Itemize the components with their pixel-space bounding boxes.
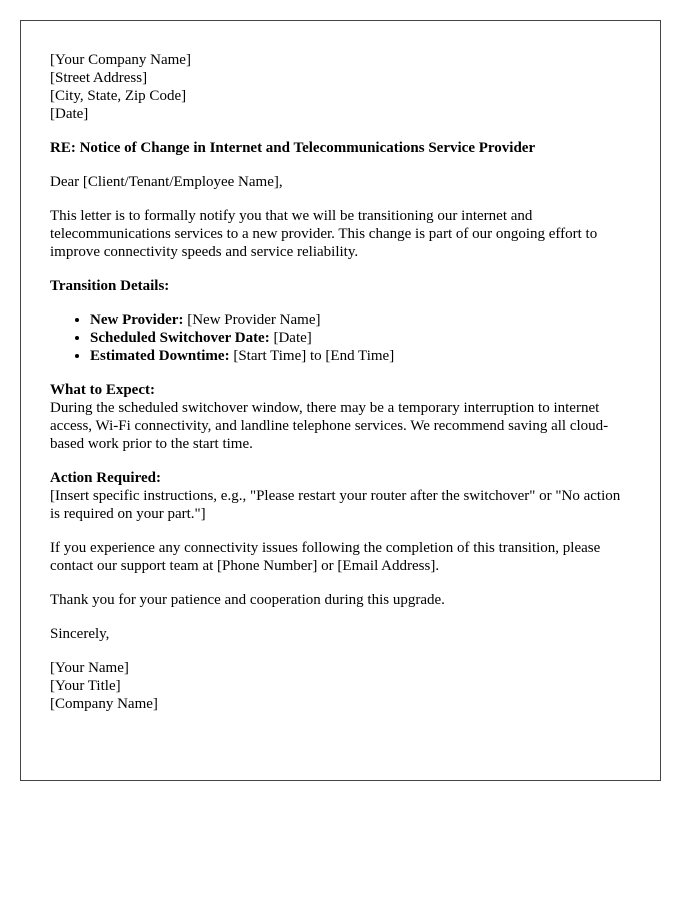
signature-company: [Company Name] (50, 696, 158, 712)
sender-city: [City, State, Zip Code] (50, 88, 187, 104)
salutation: Dear [Client/Tenant/Employee Name], (50, 174, 283, 190)
signature-title: [Your Title] (50, 678, 121, 694)
thanks-paragraph: Thank you for your patience and cooperation during this upgrade. (50, 592, 445, 608)
detail-label: Estimated Downtime: (90, 348, 230, 364)
closing: Sincerely, (50, 626, 110, 642)
expect-heading: What to Expect: (50, 382, 155, 398)
signature-name: [Your Name] (50, 660, 129, 676)
detail-value: [Date] (269, 330, 312, 346)
sender-company: [Your Company Name] (50, 52, 191, 68)
intro-paragraph: This letter is to formally notify you that we will be transitioning our internet and telecommunications services to a new provider. This change is part of our ongoing effort to improve connectivity speeds and service reliability. (50, 208, 598, 260)
transition-heading: Transition Details: (50, 278, 170, 294)
expect-section (50, 381, 632, 453)
action-heading: Action Required: (50, 470, 161, 486)
detail-label: Scheduled Switchover Date: (90, 330, 270, 346)
transition-details-list (50, 311, 632, 365)
expect-body: During the scheduled switchover window, there may be a temporary interruption to internet access, Wi-Fi connectivity, and landline telephone services. We recommend saving all cloud-based work prior to the start time. (50, 400, 609, 452)
list-item (90, 347, 632, 365)
list-item (90, 311, 632, 329)
list-item (90, 329, 632, 347)
detail-value: [New Provider Name] (183, 312, 321, 328)
sender-street: [Street Address] (50, 70, 148, 86)
subject-line: RE: Notice of Change in Internet and Telecommunications Service Provider (50, 140, 536, 156)
action-body: [Insert specific instructions, e.g., "Please restart your router after the switchover" or "No action is required on your part."] (50, 488, 621, 522)
detail-value: [Start Time] to [End Time] (229, 348, 395, 364)
contact-paragraph: If you experience any connectivity issues following the completion of this transition, please contact our support team at [Phone Number] or [Email Address]. (50, 540, 601, 574)
detail-label: New Provider: (90, 312, 184, 328)
letter (20, 20, 661, 781)
sender-block (50, 51, 632, 123)
action-section (50, 469, 632, 523)
signature-block (50, 659, 632, 713)
sender-date: [Date] (50, 106, 89, 122)
